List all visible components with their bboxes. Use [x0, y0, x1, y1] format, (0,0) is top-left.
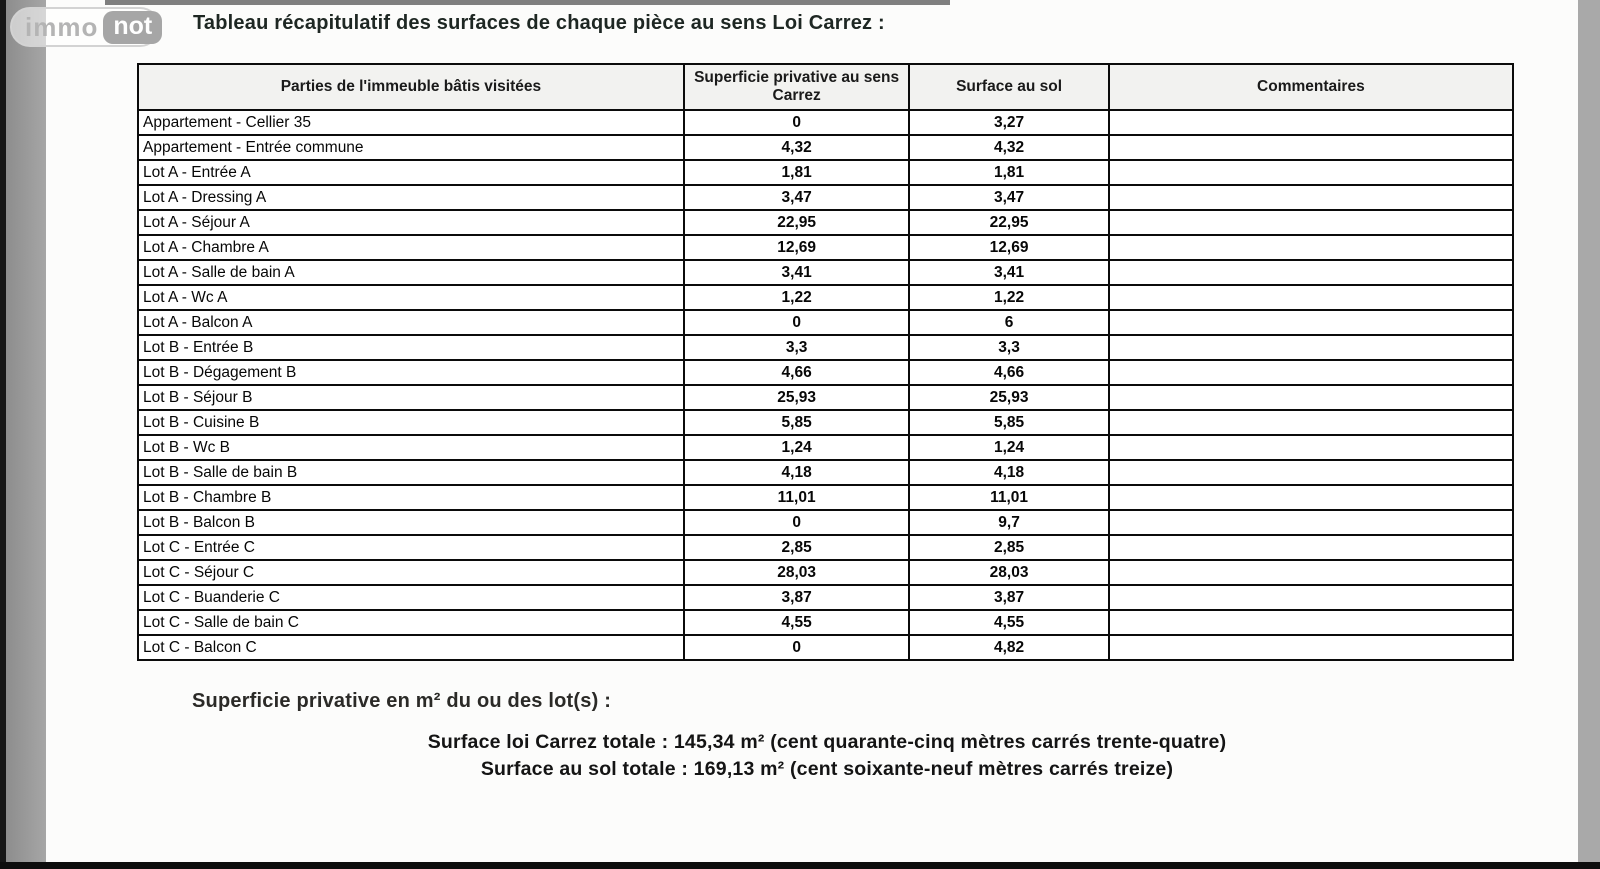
table-row	[138, 510, 1513, 535]
row-name-cell: Lot A - Chambre A	[138, 235, 684, 260]
carrez-value-cell: 28,03	[684, 560, 910, 585]
table-row	[138, 560, 1513, 585]
row-name-cell: Lot A - Balcon A	[138, 310, 684, 335]
carrez-value-cell: 4,32	[684, 135, 910, 160]
row-name-cell: Lot C - Séjour C	[138, 560, 684, 585]
row-name-cell: Lot C - Salle de bain C	[138, 610, 684, 635]
row-name-cell: Lot A - Dressing A	[138, 185, 684, 210]
immonot-logo	[10, 7, 160, 47]
carrez-value-cell: 2,85	[684, 535, 910, 560]
sol-value-cell: 4,32	[909, 135, 1108, 160]
comment-cell	[1109, 535, 1513, 560]
comment-cell	[1109, 110, 1513, 135]
table-row	[138, 160, 1513, 185]
comment-cell	[1109, 460, 1513, 485]
comment-cell	[1109, 335, 1513, 360]
sol-value-cell: 6	[909, 310, 1108, 335]
sol-value-cell: 3,41	[909, 260, 1108, 285]
carrez-value-cell: 3,41	[684, 260, 910, 285]
row-name-cell: Lot B - Salle de bain B	[138, 460, 684, 485]
row-name-cell: Lot A - Séjour A	[138, 210, 684, 235]
carrez-value-cell: 4,66	[684, 360, 910, 385]
table-row	[138, 110, 1513, 135]
comment-cell	[1109, 210, 1513, 235]
sol-value-cell: 3,87	[909, 585, 1108, 610]
carrez-value-cell: 1,22	[684, 285, 910, 310]
row-name-cell: Lot B - Wc B	[138, 435, 684, 460]
table-row	[138, 360, 1513, 385]
comment-cell	[1109, 310, 1513, 335]
carrez-value-cell: 11,01	[684, 485, 910, 510]
row-name-cell: Lot A - Wc A	[138, 285, 684, 310]
comment-cell	[1109, 610, 1513, 635]
sol-value-cell: 9,7	[909, 510, 1108, 535]
sol-value-cell: 3,3	[909, 335, 1108, 360]
table-row	[138, 535, 1513, 560]
sol-value-cell: 11,01	[909, 485, 1108, 510]
carrez-value-cell: 4,18	[684, 460, 910, 485]
totals-block	[137, 729, 1517, 783]
row-name-cell: Lot C - Entrée C	[138, 535, 684, 560]
header-row	[138, 64, 1513, 110]
comment-cell	[1109, 135, 1513, 160]
carrez-value-cell: 4,55	[684, 610, 910, 635]
header-parties: Parties de l'immeuble bâtis visitées	[138, 64, 684, 110]
row-name-cell: Lot B - Séjour B	[138, 385, 684, 410]
sol-value-cell: 3,27	[909, 110, 1108, 135]
carrez-value-cell: 3,3	[684, 335, 910, 360]
table-row	[138, 610, 1513, 635]
table-row	[138, 585, 1513, 610]
page-title: Tableau récapitulatif des surfaces de chaque pièce au sens Loi Carrez :	[193, 12, 885, 34]
comment-cell	[1109, 410, 1513, 435]
carrez-value-cell: 0	[684, 110, 910, 135]
header-superficie-carrez: Superficie privative au sens Carrez	[684, 64, 910, 110]
carrez-value-cell: 3,47	[684, 185, 910, 210]
sol-value-cell: 1,22	[909, 285, 1108, 310]
logo-immo-text: immo	[25, 12, 99, 42]
table-row	[138, 460, 1513, 485]
row-name-cell: Lot B - Cuisine B	[138, 410, 684, 435]
sol-value-cell: 28,03	[909, 560, 1108, 585]
logo-not-badge: not	[103, 11, 162, 44]
left-edge-black-strip	[0, 0, 6, 869]
table-row	[138, 635, 1513, 660]
table-row	[138, 485, 1513, 510]
table-row	[138, 260, 1513, 285]
comment-cell	[1109, 485, 1513, 510]
comment-cell	[1109, 260, 1513, 285]
comment-cell	[1109, 510, 1513, 535]
row-name-cell: Lot C - Balcon C	[138, 635, 684, 660]
header-commentaires: Commentaires	[1109, 64, 1513, 110]
row-name-cell: Lot B - Balcon B	[138, 510, 684, 535]
total-sol-line: Surface au sol totale : 169,13 m² (cent soixante-neuf mètres carrés treize)	[480, 758, 1174, 780]
superficie-privative-label: Superficie privative en m² du ou des lot(s) :	[192, 690, 612, 712]
sol-value-cell: 3,47	[909, 185, 1108, 210]
comment-cell	[1109, 435, 1513, 460]
comment-cell	[1109, 185, 1513, 210]
sol-value-cell: 25,93	[909, 385, 1108, 410]
carrez-value-cell: 3,87	[684, 585, 910, 610]
sol-value-cell: 4,18	[909, 460, 1108, 485]
sol-value-cell: 4,55	[909, 610, 1108, 635]
comment-cell	[1109, 235, 1513, 260]
table-row	[138, 135, 1513, 160]
carrez-value-cell: 1,24	[684, 435, 910, 460]
table-header	[138, 64, 1513, 110]
scan-edge-top	[105, 0, 950, 5]
comment-cell	[1109, 360, 1513, 385]
row-name-cell: Lot B - Chambre B	[138, 485, 684, 510]
carrez-value-cell: 5,85	[684, 410, 910, 435]
table-row	[138, 335, 1513, 360]
table-row	[138, 385, 1513, 410]
carrez-value-cell: 25,93	[684, 385, 910, 410]
carrez-value-cell: 12,69	[684, 235, 910, 260]
table-row	[138, 285, 1513, 310]
surfaces-table-wrapper	[137, 63, 1514, 661]
table-row	[138, 210, 1513, 235]
right-gray-band	[1578, 0, 1600, 863]
row-name-cell: Appartement - Entrée commune	[138, 135, 684, 160]
carrez-value-cell: 1,81	[684, 160, 910, 185]
total-carrez-line: Surface loi Carrez totale : 145,34 m² (cent quarante-cinq mètres carrés trente-quatre)	[427, 731, 1227, 753]
carrez-value-cell: 0	[684, 310, 910, 335]
bottom-edge-black-strip	[0, 862, 1600, 869]
sol-value-cell: 4,82	[909, 635, 1108, 660]
table-row	[138, 185, 1513, 210]
row-name-cell: Lot C - Buanderie C	[138, 585, 684, 610]
row-name-cell: Lot A - Salle de bain A	[138, 260, 684, 285]
comment-cell	[1109, 635, 1513, 660]
sol-value-cell: 4,66	[909, 360, 1108, 385]
row-name-cell: Lot B - Dégagement B	[138, 360, 684, 385]
comment-cell	[1109, 160, 1513, 185]
carrez-value-cell: 0	[684, 635, 910, 660]
row-name-cell: Lot A - Entrée A	[138, 160, 684, 185]
table-row	[138, 235, 1513, 260]
sol-value-cell: 5,85	[909, 410, 1108, 435]
carrez-value-cell: 22,95	[684, 210, 910, 235]
sol-value-cell: 1,24	[909, 435, 1108, 460]
sol-value-cell: 1,81	[909, 160, 1108, 185]
sol-value-cell: 12,69	[909, 235, 1108, 260]
left-gray-band	[6, 0, 46, 863]
table-row	[138, 435, 1513, 460]
table-row	[138, 410, 1513, 435]
comment-cell	[1109, 285, 1513, 310]
carrez-value-cell: 0	[684, 510, 910, 535]
row-name-cell: Lot B - Entrée B	[138, 335, 684, 360]
header-surface-sol: Surface au sol	[909, 64, 1108, 110]
row-name-cell: Appartement - Cellier 35	[138, 110, 684, 135]
comment-cell	[1109, 560, 1513, 585]
surfaces-table	[137, 63, 1514, 661]
table-row	[138, 310, 1513, 335]
table-body	[138, 110, 1513, 660]
sol-value-cell: 2,85	[909, 535, 1108, 560]
comment-cell	[1109, 385, 1513, 410]
sol-value-cell: 22,95	[909, 210, 1108, 235]
comment-cell	[1109, 585, 1513, 610]
